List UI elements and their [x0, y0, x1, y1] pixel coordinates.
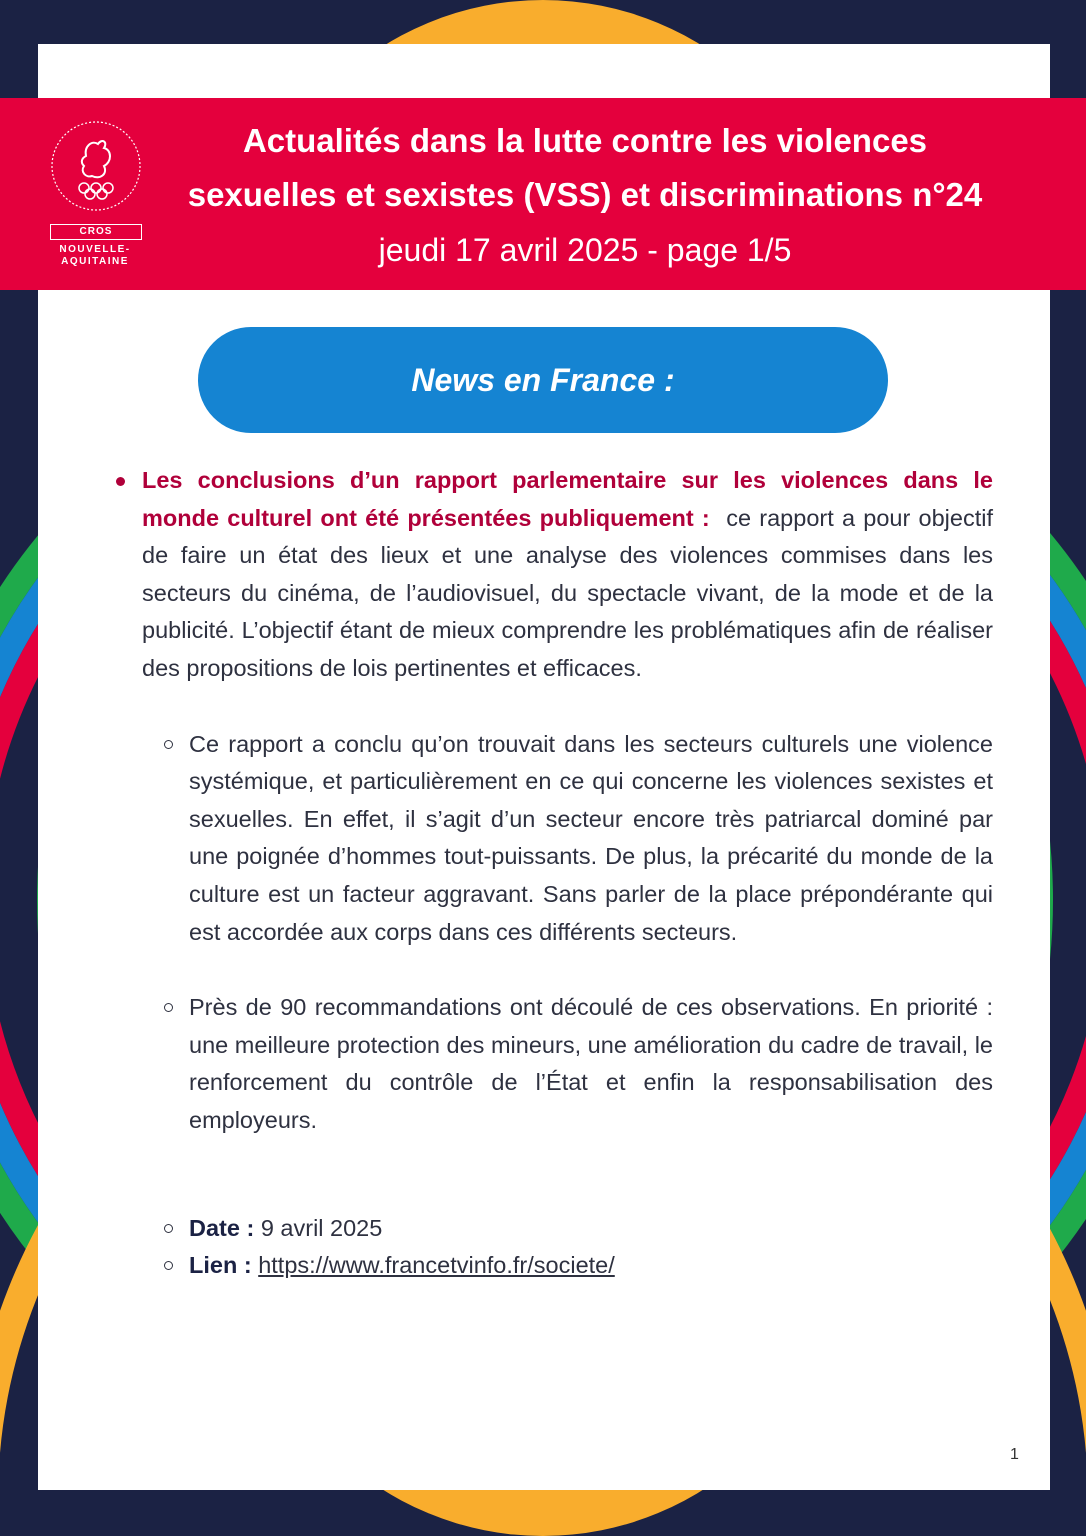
source-link[interactable]: https://www.francetvinfo.fr/societe/	[258, 1252, 615, 1279]
rooster-emblem-icon	[46, 116, 146, 220]
link-label: Lien :	[189, 1252, 252, 1279]
logo-region-line2: AQUITAINE	[61, 256, 129, 267]
section-heading-pill: News en France :	[198, 327, 888, 433]
article-lead: Les conclusions d’un rapport parlementaire sur les violences dans le monde culturel ont été présentées publiquement :	[142, 467, 993, 531]
title-line-2: sexuelles et sexistes (VSS) et discriminations n°24	[187, 176, 983, 213]
circle-bullet-icon	[164, 1003, 173, 1012]
link-item	[108, 1247, 993, 1285]
article-meta	[108, 1210, 993, 1285]
cros-logo	[46, 116, 146, 274]
sub-point-2	[108, 989, 993, 1139]
date-item	[108, 1210, 993, 1248]
page-title	[150, 114, 1020, 278]
date-value: 9 avril 2025	[260, 1214, 383, 1241]
article-content	[108, 462, 993, 1285]
date-label: Date :	[189, 1214, 255, 1241]
title-line-1: Actualités dans la lutte contre les violences	[242, 122, 928, 159]
circle-bullet-icon	[164, 740, 173, 749]
logo-cros-label: CROS	[50, 224, 142, 240]
sub-point-text: Ce rapport a conclu qu’on trouvait dans les secteurs culturels une violence systémique, et particulièrement en ce qui concerne les violences sexistes et sexuelles. En effet, il s’agit d’un secteur encore très patriarcal dominé par une poignée d’hommes tout-puissants. De plus, la précarité du monde de la culture est un facteur aggravant. Sans parler de la place prépondérante qui est accordée aux corps dans ces différents secteurs.	[189, 730, 993, 945]
sub-point-text: Près de 90 recommandations ont découlé de ces observations. En priorité : une meilleure protection des mineurs, une amélioration du cadre de travail, le renforcement du contrôle de l’État et enfin la responsabilisation des employeurs.	[189, 994, 993, 1133]
issue-date: jeudi 17 avril 2025 - page 1/5	[378, 232, 792, 268]
article-main-bullet	[108, 462, 993, 688]
page-number: 1	[1010, 1446, 1019, 1463]
article-body: ce rapport a pour objectif de faire un état des lieux et une analyse des violences commises dans les secteurs du cinéma, de l’audiovisuel, du spectacle vivant, de la mode et de la publicité. L’objectif étant de mieux comprendre les problématiques afin de réaliser des propositions de lois pertinentes et efficaces.	[142, 504, 993, 681]
bullet-dot-icon	[116, 477, 125, 486]
circle-bullet-icon	[164, 1224, 173, 1233]
sub-point-1	[108, 726, 993, 952]
logo-region-label	[46, 244, 144, 268]
circle-bullet-icon	[164, 1261, 173, 1270]
logo-region-line1: NOUVELLE-	[59, 244, 131, 255]
